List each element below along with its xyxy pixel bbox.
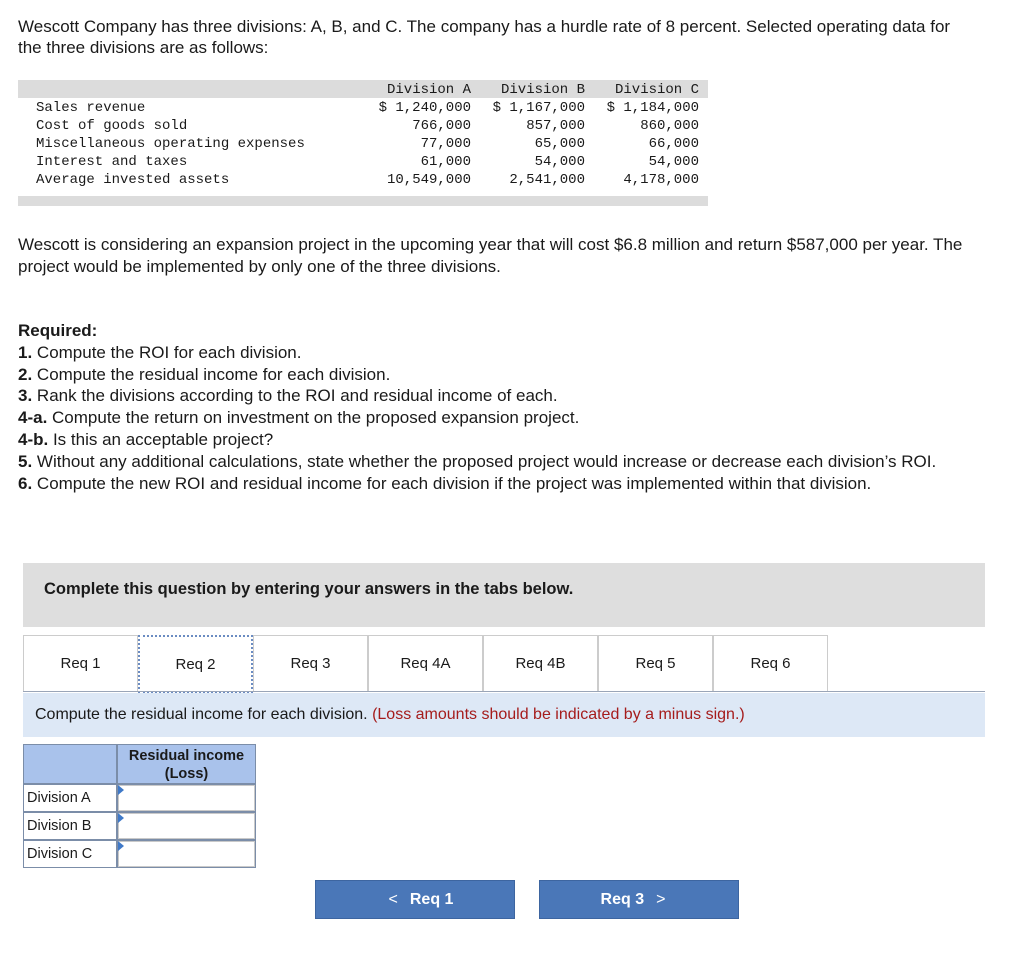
instruction-note: (Loss amounts should be indicated by a minus sign.) — [372, 706, 745, 723]
instructions-banner — [23, 563, 985, 627]
row-label: Interest and taxes — [36, 154, 188, 170]
banner-text: Complete this question by entering your answers in the tabs below. — [44, 580, 574, 598]
cell-c: 860,000 — [640, 118, 699, 134]
header-division-a: Division A — [386, 82, 471, 98]
tab-req-1[interactable]: Req 1 — [23, 635, 138, 692]
answer-row-label-division-c: Division C — [23, 840, 117, 868]
instruction-main: Compute the residual income for each division. — [35, 706, 368, 723]
row-label: Miscellaneous operating expenses — [36, 136, 305, 152]
cell-b: 2,541,000 — [509, 172, 585, 188]
table-bottom-band — [18, 196, 708, 206]
tab-req-3[interactable]: Req 3 — [253, 635, 368, 692]
answer-header-blank — [23, 744, 117, 784]
chevron-left-icon: < — [388, 890, 398, 908]
tab-req-5[interactable]: Req 5 — [598, 635, 713, 692]
division-data-table — [18, 80, 708, 206]
answer-cell-division-c[interactable] — [117, 840, 256, 868]
residual-income-input-division-a[interactable] — [118, 785, 255, 811]
cell-b: $ 1,167,000 — [492, 100, 585, 116]
answer-row-label-division-b: Division B — [23, 812, 117, 840]
cell-c: $ 1,184,000 — [606, 100, 699, 116]
cell-marker-icon — [118, 785, 124, 795]
tab-req-2[interactable]: Req 2 — [138, 635, 253, 693]
cell-a: 77,000 — [420, 136, 471, 152]
required-item: 5. Without any additional calculations, state whether the proposed project would increase or decrease each division’s ROI. — [18, 451, 937, 471]
prev-req-label: Req 1 — [409, 890, 454, 908]
header-division-b: Division B — [500, 82, 585, 98]
cell-c: 4,178,000 — [623, 172, 699, 188]
row-label: Sales revenue — [36, 100, 146, 116]
prev-req-button[interactable] — [315, 880, 515, 919]
header-division-c: Division C — [614, 82, 699, 98]
next-req-button[interactable] — [539, 880, 739, 919]
required-item: 4-a. Compute the return on investment on the proposed expansion project. — [18, 408, 580, 428]
tab-req-6[interactable]: Req 6 — [713, 635, 828, 692]
required-item: 2. Compute the residual income for each division. — [18, 364, 391, 384]
instruction-band — [23, 693, 985, 737]
answer-header: Residual income (Loss) — [117, 744, 256, 784]
project-description: Wescott is considering an expansion project in the upcoming year that will cost $6.8 million and return $587,000 per year. The project would be implemented by only one of the three divisions. — [18, 235, 963, 276]
cell-a: 61,000 — [420, 154, 471, 170]
cell-c: 66,000 — [648, 136, 699, 152]
required-item: 4-b. Is this an acceptable project? — [18, 429, 274, 449]
cell-b: 857,000 — [526, 118, 585, 134]
cell-marker-icon — [118, 841, 124, 851]
residual-income-input-division-b[interactable] — [118, 813, 255, 839]
tab-divider — [23, 691, 985, 692]
row-label: Average invested assets — [36, 172, 230, 188]
required-title: Required: — [18, 321, 98, 340]
cell-a: $ 1,240,000 — [378, 100, 471, 116]
next-req-label: Req 3 — [600, 890, 645, 908]
required-item: 3. Rank the divisions according to the ROI and residual income of each. — [18, 386, 558, 406]
required-item: 1. Compute the ROI for each division. — [18, 342, 302, 362]
answer-cell-division-a[interactable] — [117, 784, 256, 812]
row-label: Cost of goods sold — [36, 118, 188, 134]
intro-text: Wescott Company has three divisions: A, B, and C. The company has a hurdle rate of 8 percent. Selected operating data for the three divisions are as follows: — [18, 17, 951, 57]
tab-req-4b[interactable]: Req 4B — [483, 635, 598, 692]
cell-marker-icon — [118, 813, 124, 823]
cell-a: 10,549,000 — [386, 172, 471, 188]
cell-b: 54,000 — [534, 154, 585, 170]
cell-a: 766,000 — [412, 118, 471, 134]
req-tab-bar — [23, 635, 985, 693]
table-header-band — [18, 80, 708, 98]
cell-b: 65,000 — [534, 136, 585, 152]
cell-c: 54,000 — [648, 154, 699, 170]
instruction-text — [35, 706, 745, 724]
required-list — [18, 320, 978, 494]
answer-row-label-division-a: Division A — [23, 784, 117, 812]
chevron-right-icon: > — [656, 890, 666, 908]
residual-income-input-division-c[interactable] — [118, 841, 255, 867]
tab-req-4a[interactable]: Req 4A — [368, 635, 483, 692]
required-item: 6. Compute the new ROI and residual income for each division if the project was implemented within that division. — [18, 473, 872, 493]
answer-cell-division-b[interactable] — [117, 812, 256, 840]
